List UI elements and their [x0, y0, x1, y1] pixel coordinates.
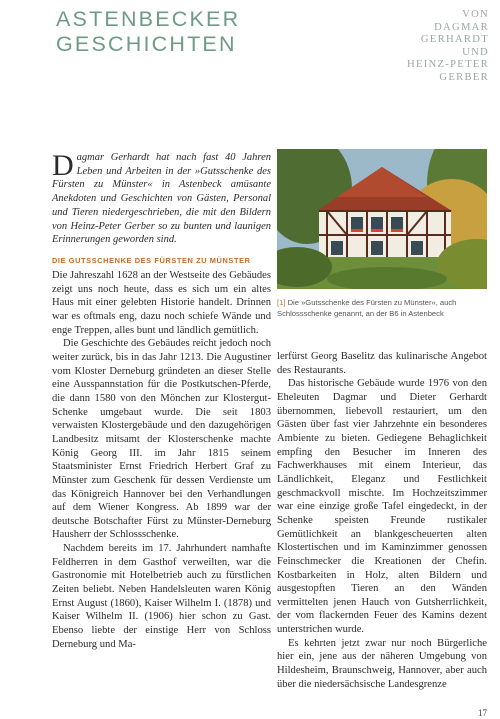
half-timbered-house-illustration [277, 149, 487, 289]
text-column-right [277, 350, 487, 691]
caption-text: Die »Gutsschenke des Fürsten zu Münster«, auch Schlossschenke genannt, an der B6 in Astenbeck [277, 298, 457, 318]
inn-photo [277, 149, 487, 289]
body-paragraph: Die Geschichte des Gebäudes reicht jedoch noch weiter zurück, bis in das Jahr 1213. Die Augustiner vom Kloster Derneburg gründeten an dieser Stelle eine Ausspannstation für die Postkutschen-Pferde, die dann 1580 von den Mönchen zur Klostergut-Schenke umgebaut wurde. Die seit 1803 verwaisten Klostergebäude und den dazugehörigen Landbesitz mitsamt der Klosterschenke machte König Georg III. im Jahr 1815 seinem Staatsminister Ernst Friedrich Herbert Graf zu Münster zum Geschenk für dessen Verdienste um das Königreich Hannover bei den Verhandlungen auf dem Wiener Kongress. Ab 1899 war der deutsche Botschafter Fürst zu Münster-Derneburg Hausherr der Schlossschenke. [52, 338, 271, 541]
body-paragraph: Das historische Gebäude wurde 1976 von den Eheleuten Dagmar und Dieter Gerhardt übernommen, liebevoll restauriert, um den Gästen über fast vier Jahrzehnte ein besonderes Ambiente zu bieten. Gediegene Behaglichkeit empfing den Besucher im Inneren des Fachwerkhauses mit einem Interieur, das Ländlichkeit, Eleganz und Festlichkeit geschmackvoll mischte. Im Hochzeitszimmer war eine einzige große Tafel eingedeckt, in der Schenke speisten Freunde rustikaler Gemütlichkeit an blankgescheuerten alten Klostertischen und im Kaminzimmer genossen Feinschmecker die Kreationen der Chefin. Kostbarkeiten in Holz, alten Bildern und ausgestopften Tieren an den Wänden vermittelten jenen Hauch von Gutsherrlichkeit, der vom flackernden Feuer des Kamins dezent unterstrichen wurde. [277, 378, 487, 636]
author-credit [407, 9, 489, 85]
author-line: DAGMAR [434, 21, 489, 33]
body-paragraph: Die Jahreszahl 1628 an der Westseite des Gebäudes zeigt uns noch heute, dass es sich um ein altes Haus mit einer gelebten Historie handelt. Drinnen war es oftmals eng, dazu noch schiefe Wände und enge Treppen, alles bunt und ländlich gemütlich. [52, 270, 271, 336]
body-paragraph: Es kehrten jetzt zwar nur noch Bürgerliche hier ein, jene aus der näheren Umgebung von Hildesheim, Braunschweig, Hannover, aber auch über die niedersächsische Landesgrenze [277, 637, 487, 690]
author-line: VON [462, 9, 489, 20]
body-paragraph: Nachdem bereits im 17. Jahrhundert namhafte Feldherren in dem Gasthof verweilten, war die Gastronomie mit Hotelbetrieb auch zu fürstlichen Zeiten beliebt. Neben Handelsleuten waren König Ernst August (1860), Kaiser Wilhelm I. (1878) und Kaiser Wilhelm II. (1906) hier schon zu Gast. Ebenso liebte der einstige Herr von Schloss Derneburg und Ma- [52, 543, 271, 650]
intro-text: agmar Gerhardt hat nach fast 40 Jahren Leben und Arbeiten in der »Gutsschenke des Fürsten zu Münster« in Astenbeck amüsante Anekdoten und Geschichten von Gästen, Personal und Tieren niedergeschrieben, die mit den Bildern von Heinz-Peter Gerber so zu bunten und launigen Erinnerungen geworden sind. [52, 152, 271, 246]
text-column-left [52, 269, 271, 651]
page-number: 17 [478, 708, 487, 718]
book-title [56, 7, 240, 57]
section-heading: DIE GUTSSCHENKE DES FÜRSTEN ZU MÜNSTER [52, 256, 251, 265]
intro-paragraph [52, 151, 271, 247]
author-line: GERHARDT [420, 34, 489, 46]
body-paragraph: lerfürst Georg Baselitz das kulinarische Angebot des Restaurants. [277, 351, 487, 376]
author-line: HEINZ-PETER [407, 59, 489, 71]
author-line: UND [462, 46, 489, 58]
title-line-1: ASTENBECKER [56, 7, 241, 31]
photo-caption [277, 297, 491, 319]
drop-cap: D [52, 149, 74, 182]
author-line: GERBER [439, 71, 489, 83]
caption-number: [1] [277, 298, 286, 307]
title-line-2: GESCHICHTEN [56, 32, 237, 56]
